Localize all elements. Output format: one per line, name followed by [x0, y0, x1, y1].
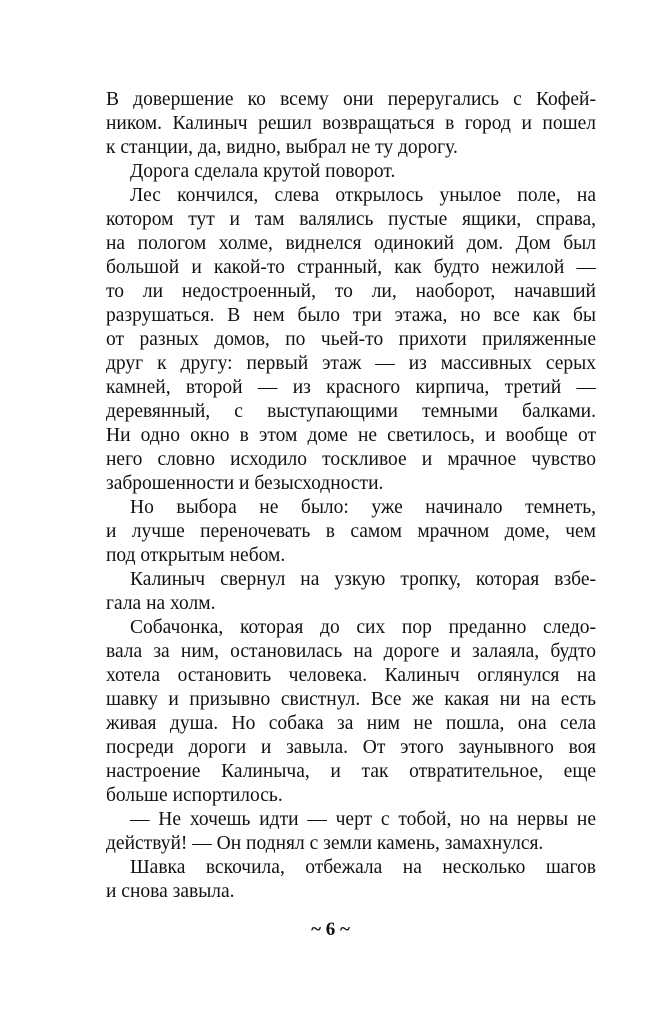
text-line: гала на холм. [106, 593, 216, 614]
text-line: Но выбора не было: уже начинало темнеть, [130, 497, 596, 518]
text-line: на пологом холме, виднелся одинокий дом. Дом был [106, 233, 596, 254]
text-line: деревянный, с выступающими темными балками. [106, 401, 596, 422]
text-line: котором тут и там валялись пустые ящики, справа, [106, 209, 596, 230]
text-line: него словно исходило тоскливое и мрачное чувство [106, 449, 596, 470]
text-line: больше испортилось. [106, 785, 283, 806]
text-line: — Не хочешь идти — черт с тобой, но на нервы не [130, 809, 596, 830]
paragraph [106, 616, 596, 808]
text-line: заброшенности и безысходности. [106, 473, 384, 494]
text-line: настроение Калиныча, и так отвратительное, еще [106, 761, 596, 782]
text-line: под открытым небом. [106, 545, 286, 566]
text-line: посреди дороги и завыла. От этого заунывного воя [106, 737, 596, 758]
text-line: и снова завыла. [106, 881, 235, 902]
text-line: ником. Калиныч решил возвращаться в город и пошел [106, 113, 596, 134]
paragraph [106, 568, 596, 616]
paragraph [106, 184, 596, 496]
paragraph [106, 808, 596, 856]
text-line: Дорога сделала крутой поворот. [130, 161, 396, 182]
paragraph [106, 88, 596, 160]
text-line: разрушаться. В нем было три этажа, но все как бы [106, 305, 596, 326]
text-line: шавку и призывно свистнул. Все же какая ни на есть [106, 689, 596, 710]
page-number: ~ 6 ~ [311, 919, 350, 940]
text-line: то ли недостроенный, то ли, наоборот, начавший [106, 281, 596, 302]
text-line: Ни одно окно в этом доме не светилось, и вообще от [106, 425, 596, 446]
text-line: вала за ним, остановилась на дороге и залаяла, будто [106, 641, 596, 662]
text-line: Шавка вскочила, отбежала на несколько шагов [130, 857, 596, 878]
paragraph [106, 856, 596, 904]
body-text [106, 88, 596, 904]
text-line: хотела остановить человека. Калиныч оглянулся на [106, 665, 596, 686]
paragraph [106, 160, 596, 184]
text-line: Собачонка, которая до сих пор преданно следо- [130, 617, 596, 638]
text-line: живая душа. Но собака за ним не пошла, она села [106, 713, 596, 734]
text-line: к станции, да, видно, выбрал не ту дорогу. [106, 137, 458, 158]
text-line: друг к другу: первый этаж — из массивных серых [106, 353, 596, 374]
text-line: камней, второй — из красного кирпича, третий — [106, 377, 596, 398]
text-line: действуй! — Он поднял с земли камень, замахнулся. [106, 833, 544, 854]
text-line: и лучше переночевать в самом мрачном доме, чем [106, 521, 596, 542]
text-line: В довершение ко всему они переругались с Кофей- [106, 89, 596, 110]
text-line: Калиныч свернул на узкую тропку, которая взбе- [130, 569, 596, 590]
paragraph [106, 496, 596, 568]
text-line: от разных домов, по чьей-то прихоти приляженные [106, 329, 596, 350]
text-line: большой и какой-то странный, как будто нежилой — [106, 257, 596, 278]
text-line: Лес кончился, слева открылось унылое поле, на [130, 185, 596, 206]
